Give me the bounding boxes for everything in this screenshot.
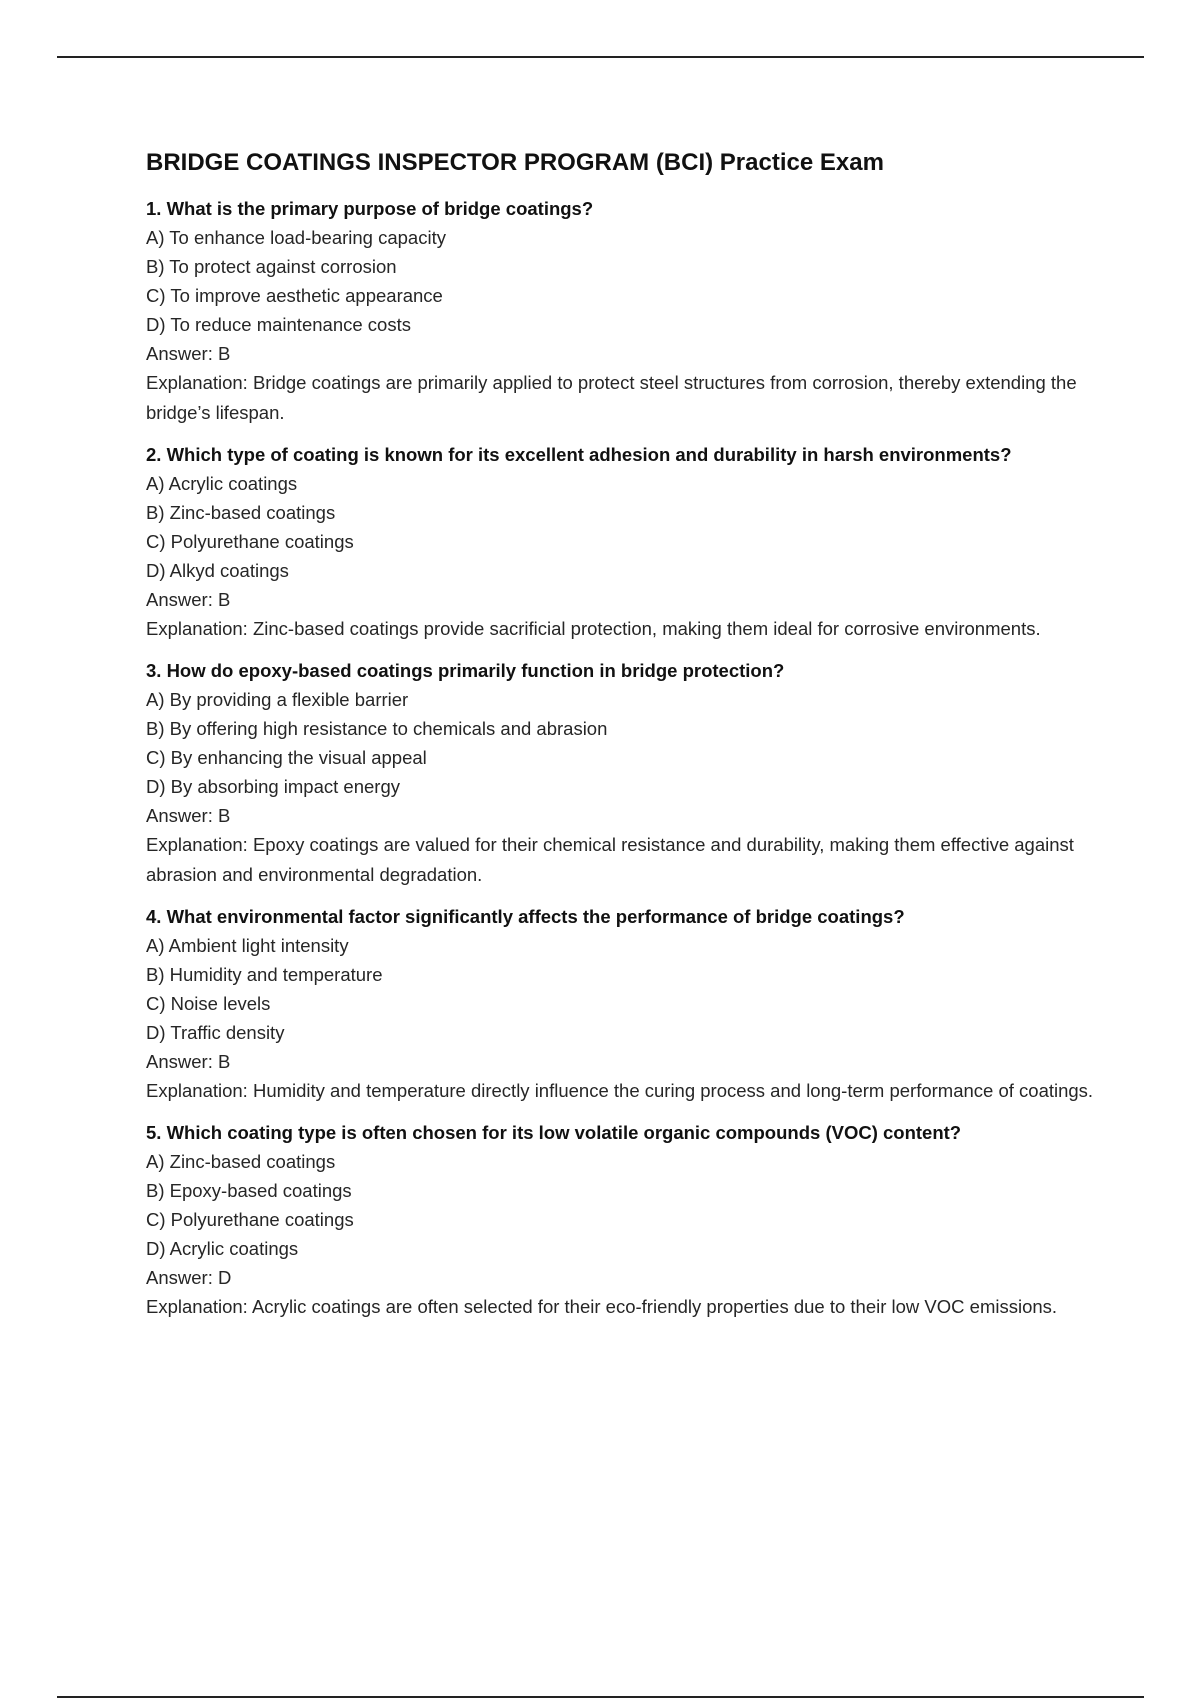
option-c: C) By enhancing the visual appeal bbox=[146, 747, 427, 768]
exam-content bbox=[146, 146, 1096, 1334]
page-title: BRIDGE COATINGS INSPECTOR PROGRAM (BCI) Practice Exam bbox=[146, 149, 884, 176]
answer-line: Answer: B bbox=[146, 805, 231, 826]
option-a: A) Acrylic coatings bbox=[146, 473, 298, 494]
explanation-text: Explanation: Epoxy coatings are valued for their chemical resistance and durability, making them effective against abrasion and environmental degradation. bbox=[146, 834, 1074, 885]
explanation-text: Explanation: Bridge coatings are primarily applied to protect steel structures from corrosion, thereby extending the bridge’s lifespan. bbox=[146, 372, 1077, 423]
explanation-text: Explanation: Zinc-based coatings provide sacrificial protection, making them ideal for corrosive environments. bbox=[146, 618, 1041, 639]
option-c: C) Polyurethane coatings bbox=[146, 531, 354, 552]
option-d: D) Alkyd coatings bbox=[146, 560, 289, 581]
question-block-1 bbox=[146, 194, 1096, 428]
option-a: A) Zinc-based coatings bbox=[146, 1151, 336, 1172]
option-b: B) Humidity and temperature bbox=[146, 964, 383, 985]
option-d: D) By absorbing impact energy bbox=[146, 776, 400, 797]
option-c: C) To improve aesthetic appearance bbox=[146, 285, 443, 306]
option-c: C) Polyurethane coatings bbox=[146, 1209, 354, 1230]
option-b: B) Epoxy-based coatings bbox=[146, 1180, 352, 1201]
question-text: 1. What is the primary purpose of bridge coatings? bbox=[146, 198, 594, 219]
answer-line: Answer: B bbox=[146, 343, 231, 364]
question-text: 2. Which type of coating is known for its excellent adhesion and durability in harsh environments? bbox=[146, 444, 1012, 465]
answer-line: Answer: D bbox=[146, 1267, 232, 1288]
option-d: D) Acrylic coatings bbox=[146, 1238, 299, 1259]
option-b: B) By offering high resistance to chemicals and abrasion bbox=[146, 718, 608, 739]
explanation-text: Explanation: Humidity and temperature directly influence the curing process and long-term performance of coatings. bbox=[146, 1080, 1094, 1101]
question-text: 4. What environmental factor significantly affects the performance of bridge coatings? bbox=[146, 906, 905, 927]
option-a: A) Ambient light intensity bbox=[146, 935, 349, 956]
option-a: A) To enhance load-bearing capacity bbox=[146, 227, 446, 248]
option-a: A) By providing a flexible barrier bbox=[146, 689, 409, 710]
question-block-3 bbox=[146, 656, 1096, 890]
question-text: 3. How do epoxy-based coatings primarily function in bridge protection? bbox=[146, 660, 785, 681]
option-d: D) To reduce maintenance costs bbox=[146, 314, 411, 335]
question-text: 5. Which coating type is often chosen for its low volatile organic compounds (VOC) content? bbox=[146, 1122, 962, 1143]
question-block-5 bbox=[146, 1118, 1096, 1322]
explanation-text: Explanation: Acrylic coatings are often selected for their eco-friendly properties due to their low VOC emissions. bbox=[146, 1296, 1058, 1317]
option-d: D) Traffic density bbox=[146, 1022, 285, 1043]
answer-line: Answer: B bbox=[146, 589, 231, 610]
header-rule bbox=[57, 56, 1144, 58]
option-b: B) To protect against corrosion bbox=[146, 256, 397, 277]
footer-rule bbox=[57, 1696, 1144, 1698]
option-b: B) Zinc-based coatings bbox=[146, 502, 336, 523]
option-c: C) Noise levels bbox=[146, 993, 271, 1014]
answer-line: Answer: B bbox=[146, 1051, 231, 1072]
question-block-2 bbox=[146, 440, 1096, 644]
question-block-4 bbox=[146, 902, 1096, 1106]
